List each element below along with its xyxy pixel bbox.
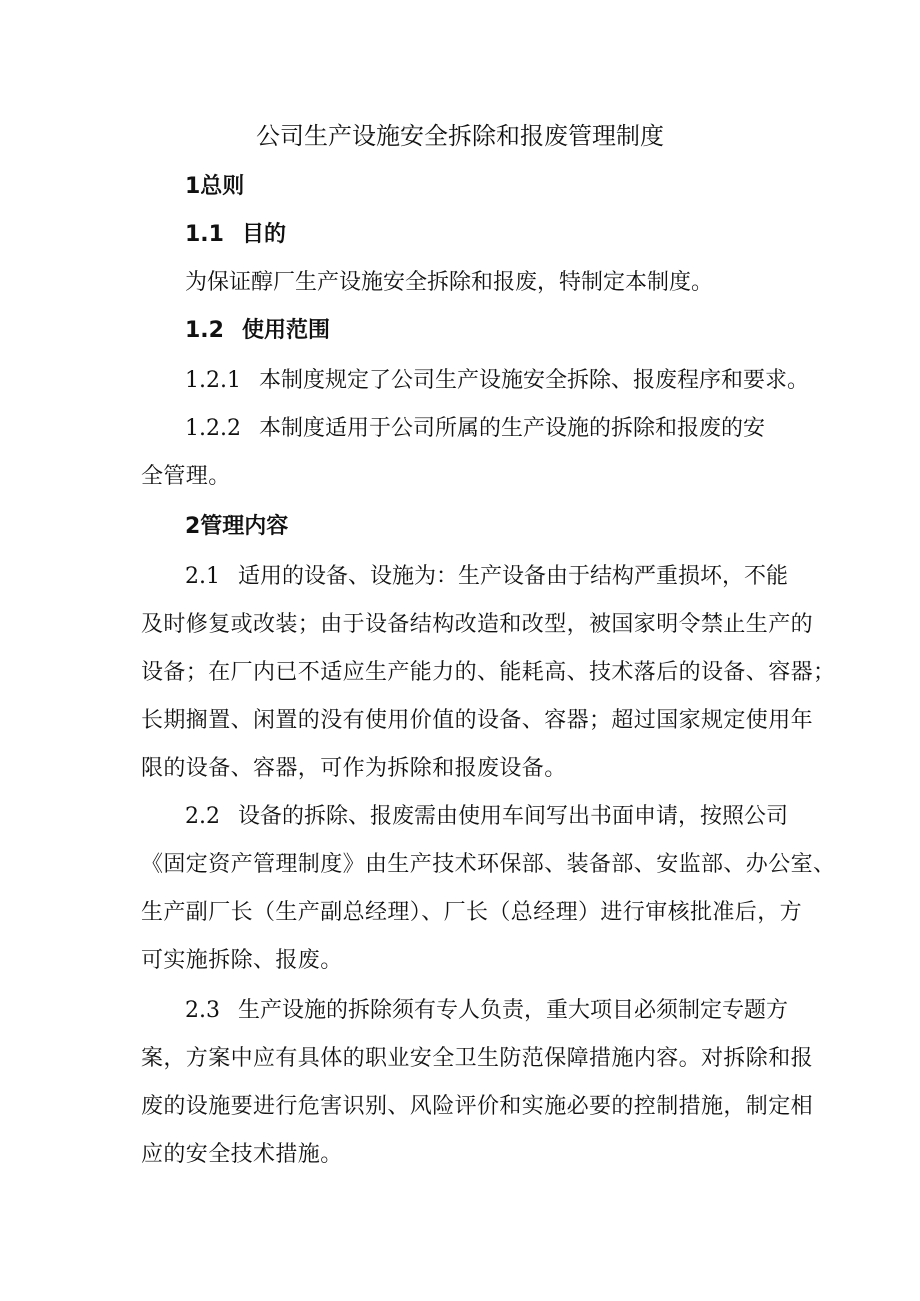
paragraph-line: 为保证醇厂生产设施安全拆除和报废，特制定本制度。 [185, 270, 714, 295]
clause-2-3 [185, 996, 788, 1026]
clause-number: 2.3 [185, 998, 220, 1023]
document-title: 公司生产设施安全拆除和报废管理制度 [256, 122, 664, 150]
clause-number: 2.1 [185, 564, 220, 589]
paragraph-line: 长期搁置、闲置的没有使用价值的设备、容器；超过国家规定使用年 [141, 708, 814, 733]
subsection-number: 1.2 [185, 318, 224, 343]
paragraph-line: 生产副厂长（生产副总经理）、厂长（总经理）进行审核批准后，方 [141, 900, 803, 925]
subsection-number: 1.1 [185, 222, 224, 247]
section-heading-1: 1总则 [185, 174, 245, 199]
paragraph-line: 本制度适用于公司所属的生产设施的拆除和报废的安 [258, 416, 765, 441]
subsection-heading-1-2 [185, 316, 330, 346]
paragraph-line: 设备的拆除、报废需由使用车间写出书面申请，按照公司 [238, 804, 789, 829]
paragraph-line: 废的设施要进行危害识别、风险评价和实施必要的控制措施，制定相 [141, 1094, 814, 1119]
paragraph-line: 应的安全技术措施。 [141, 1142, 343, 1167]
subsection-title: 使用范围 [241, 318, 330, 343]
paragraph-line: 全管理。 [141, 464, 231, 489]
paragraph-line: 可实施拆除、报废。 [141, 948, 343, 973]
paragraph-line: 限的设备、容器，可作为拆除和报废设备。 [141, 756, 567, 781]
clause-number: 2.2 [185, 804, 220, 829]
section-heading-2: 2管理内容 [185, 514, 289, 539]
paragraph-line: 及时修复或改装；由于设备结构改造和改型，被国家明令禁止生产的 [141, 612, 814, 637]
clause-1-2-2 [185, 414, 765, 444]
paragraph-line: 案，方案中应有具体的职业安全卫生防范保障措施内容。对拆除和报 [141, 1046, 814, 1071]
clause-number: 1.2.2 [185, 416, 241, 441]
paragraph-line: 设备；在厂内已不适应生产能力的、能耗高、技术落后的设备、容器； [141, 660, 836, 685]
clause-number: 1.2.1 [185, 368, 241, 393]
subsection-title: 目的 [241, 222, 286, 247]
paragraph-line: 《固定资产管理制度》由生产技术环保部、装备部、安监部、办公室、 [141, 852, 836, 877]
clause-2-2 [185, 802, 788, 832]
paragraph-line: 适用的设备、设施为：生产设备由于结构严重损坏，不能 [238, 564, 789, 589]
clause-1-2-1 [185, 366, 809, 396]
paragraph-line: 生产设施的拆除须有专人负责，重大项目必须制定专题方 [238, 998, 789, 1023]
subsection-heading-1-1 [185, 220, 286, 250]
paragraph-line: 本制度规定了公司生产设施安全拆除、报废程序和要求。 [258, 368, 809, 393]
clause-2-1 [185, 562, 788, 592]
